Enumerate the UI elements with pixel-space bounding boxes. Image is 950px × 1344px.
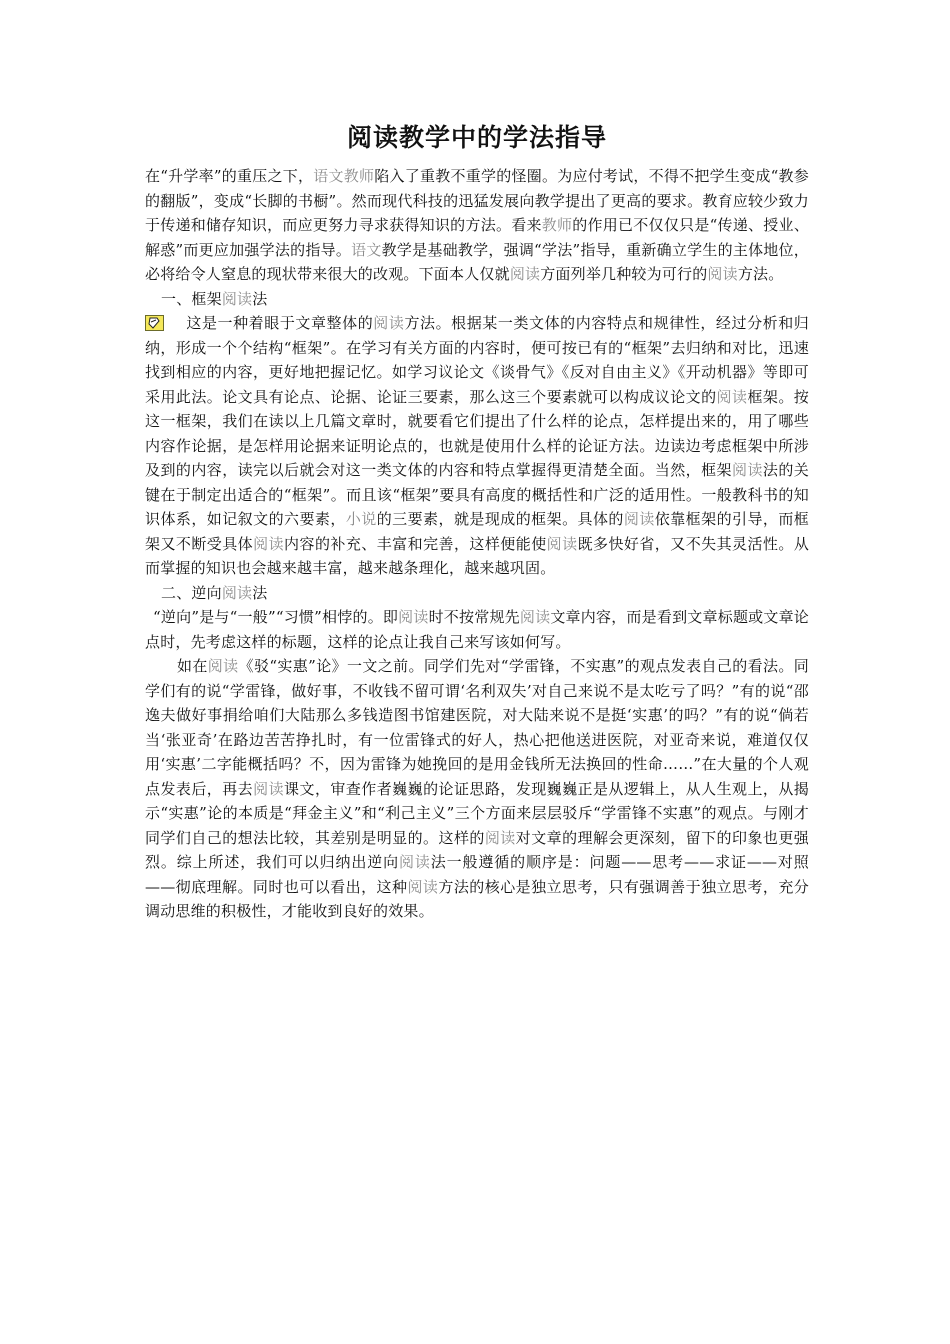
section-heading-reverse (145, 581, 809, 606)
reverse-example-paragraph (145, 654, 809, 924)
document-page (145, 118, 809, 924)
text-run: 的作用已不仅仅只是“传递、授业、解惑”而更应加强学法的指导。 (145, 216, 810, 259)
text-run: 法 (252, 289, 268, 308)
text-run: 方法。 (737, 265, 784, 283)
text-run: 在“升学率”的重压之下， (145, 167, 314, 185)
text-run: 既多快好省，又不失其灵活性。从而掌握的知识也会越来越丰富，越来越条理化，越来越巩固。 (145, 534, 810, 577)
highlighted-term[interactable]: 阅读 (407, 877, 439, 896)
highlighted-term[interactable]: 阅读 (373, 314, 405, 332)
text-run: 方法的核心是独立思考，只有强调善于独立思考，充分调动思维的积极性，才能收到良好的效果。 (145, 877, 809, 920)
highlighted-term[interactable]: 阅读 (398, 853, 431, 871)
highlighted-term[interactable]: 阅读 (221, 289, 253, 308)
text-run: “逆向”是与“一般”“习惯”相悖的。即 (153, 608, 399, 626)
highlighted-term[interactable]: 阅读 (398, 608, 429, 626)
highlighted-term[interactable]: 阅读 (253, 534, 285, 553)
text-run: 法的关键在于制定出适合的“框架”。而且该“框架”要具有高度的概括性和广泛的适用性。一般教科书的知识体系，如记叙文的六要素， (145, 461, 810, 528)
highlighted-term[interactable]: 阅读 (623, 510, 655, 528)
highlighted-term[interactable]: 阅读 (221, 583, 253, 602)
highlighted-term[interactable]: 阅读 (716, 387, 748, 406)
highlighted-term[interactable]: 阅读 (484, 828, 516, 847)
text-run: 方面列举几种较为可行的 (540, 265, 708, 283)
highlighted-term[interactable]: 小说 (345, 510, 377, 528)
text-run: 的三要素，就是现成的框架。具体的 (376, 510, 624, 528)
highlighted-term[interactable]: 阅读 (207, 657, 239, 675)
highlighted-term[interactable]: 阅读 (732, 461, 763, 479)
highlighted-term[interactable]: 阅读 (253, 779, 285, 798)
text-run: 这是一种着眼于文章整体的 (186, 314, 374, 332)
intro-paragraph (145, 164, 809, 287)
text-run: 依靠框架的引导，而框架又不断受具体 (145, 510, 810, 553)
text-run: 一、框架 (161, 289, 222, 308)
highlighted-term[interactable]: 阅读 (707, 265, 738, 283)
text-run: 内容的补充、丰富和完善，这样便能使 (284, 534, 547, 553)
text-run: 法 (252, 583, 268, 602)
highlighted-term[interactable]: 教师 (541, 216, 573, 234)
sticky-note-icon[interactable] (145, 314, 164, 330)
text-run: 对文章的理解会更深刻，留下的印象也更强烈。综上所述，我们可以归纳出逆向 (145, 828, 809, 871)
reverse-definition-paragraph (145, 605, 809, 654)
text-run: 教学是基础教学，强调“学法”指导，重新确立学生的主体地位，必将给令人窒息的现状带来很大的改观。下面本人仅就 (145, 240, 810, 283)
highlighted-term[interactable]: 语文教师 (313, 167, 375, 185)
highlighted-term[interactable]: 阅读 (519, 608, 551, 626)
framework-paragraph (145, 311, 809, 581)
text-run: 法一般遵循的顺序是：问题——思考——求证——对照——彻底理解。同时也可以看出，这种 (145, 853, 809, 896)
text-run: 方法。根据某一类文体的内容特点和规律性，经过分析和归纳，形成一个个结构“框架”。在学习有关方面的内容时，便可按已有的“框架”去归纳和对比，迅速找到相应的内容，更好地把握记忆。如学习议论文《谈骨气》《反对自由主义》《开动机器》等即可采用此法。论文具有论点、论据、论证三要素，那么这三个要素就可以构成议论文的 (145, 314, 810, 406)
highlighted-term[interactable]: 阅读 (546, 534, 578, 553)
text-run: 陷入了重教不重学的怪圈。为应付考试，不得不把学生变成“教参的翻版”，变成“长脚的书橱”。然而现代科技的迅猛发展向教学提出了更高的要求。教育应较少致力于传递和储存知识，而应更努力寻求获得知识的方法。看来 (145, 167, 809, 234)
text-run: 二、逆向 (161, 583, 222, 602)
text-run: 如在 (177, 657, 208, 675)
highlighted-term[interactable]: 阅读 (509, 265, 541, 283)
text-run: 课文，审查作者巍巍的论证思路，发现巍巍正是从逻辑上，从人生观上，从揭示“实惠”论的本质是“拜金主义”和“利己主义”三个方面来层层驳斥“学雷锋不实惠”的观点。与刚才同学们自己的想法比较，其差别是明显的。这样的 (145, 779, 810, 847)
document-title: 阅读教学中的学法指导 (346, 123, 607, 152)
text-run: 时不按常规先 (428, 608, 520, 626)
highlighted-term[interactable]: 语文 (351, 240, 382, 259)
section-heading-framework (145, 287, 809, 312)
text-run: 《驳“实惠”论》一文之前。同学们先对“学雷锋，不实惠”的观点发表自己的看法。同学们有的说“学雷锋，做好事，不收钱不留可谓‘名利双失’对自己来说不是太吃亏了吗？”有的说“邵逸夫做好事捐给咱们大陆那么多钱造图书馆建医院，对大陆来说不是挺‘实惠’的吗？”有的说“倘若当‘张亚奇’在路边苦苦挣扎时，有一位雷锋式的好人，热心把他送进医院，对亚奇来说，难道仅仅用‘实惠’二字能概括吗？不，因为雷锋为她挽回的是用金钱所无法换回的性命……”在大量的个人观点发表后，再去 (145, 657, 810, 798)
text-run: 框架。按这一框架，我们在读以上几篇文章时，就要看它们提出了什么样的论点，怎样提出来的，用了哪些内容作论据，是怎样用论据来证明论点的，也就是使用什么样的论证方法。边读边考虑框架中所涉及到的内容，读完以后就会对这一类文体的内容和特点掌握得更清楚全面。当然，框架 (145, 387, 809, 479)
text-run: 文章内容，而是看到文章标题或文章论点时，先考虑这样的标题，这样的论点让我自己来写该如何写。 (145, 608, 810, 651)
